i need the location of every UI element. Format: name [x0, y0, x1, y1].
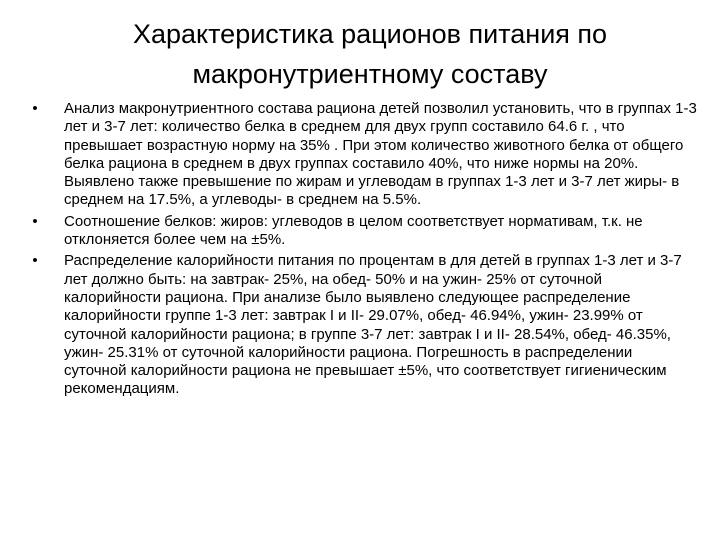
- bullet-item-ratio: [26, 213, 698, 250]
- slide-title: [60, 14, 680, 94]
- slide-title-line-2: макронутриентному составу: [192, 59, 548, 89]
- slide-title-line-1: Характеристика рационов питания по: [132, 19, 608, 49]
- bullet-dot-icon: •: [32, 252, 38, 270]
- bullet-dot-icon: •: [32, 212, 38, 230]
- bullet-item-macronutrient-analysis: [26, 100, 698, 210]
- bullet-text: Распределение калорийности питания по процентам в для детей в группах 1-3 лет и 3-7 лет должно быть: на завтрак- 25%, на обед- 50% и на ужин- 25% от суточной калорийности рациона. При анализе было выявлено следующее распределение калорийности группе 1-3 лет: завтрак I и II- 29.07%, обед- 46.94%, ужин- 23.99% от суточной калорийности рациона; в группе 3-7 лет: завтрак I и II- 28.54%, обед- 46.35%, ужин- 25.31% от суточной калорийности рациона. Погрешность в распределении суточной калорийности рациона не превышает ±5%, что соответствует гигиеническим рекомендациям.: [64, 252, 682, 398]
- bullet-list: [26, 100, 698, 402]
- bullet-item-calorie-distribution: [26, 252, 698, 398]
- bullet-text: Анализ макронутриентного состава рациона детей позволил установить, что в группах 1-3 лет и 3-7 лет: количество белка в среднем для двух групп составило 64.6 г. , что превышает возрастную норму на 35% . При этом количество животного белка от общего белка рациона в среднем в двух группах составило 40%, что ниже нормы на 20%. Выявлено также превышение по жирам и углеводам в группах 1-3 лет и 3-7 лет жиры- в среднем на 17.5%, а углеводы- в среднем на 5.5%.: [64, 100, 697, 209]
- bullet-dot-icon: •: [32, 100, 38, 117]
- bullet-text: Соотношение белков: жиров: углеводов в целом соответствует нормативам, т.к. не отклоняется более чем на ±5%.: [64, 212, 643, 249]
